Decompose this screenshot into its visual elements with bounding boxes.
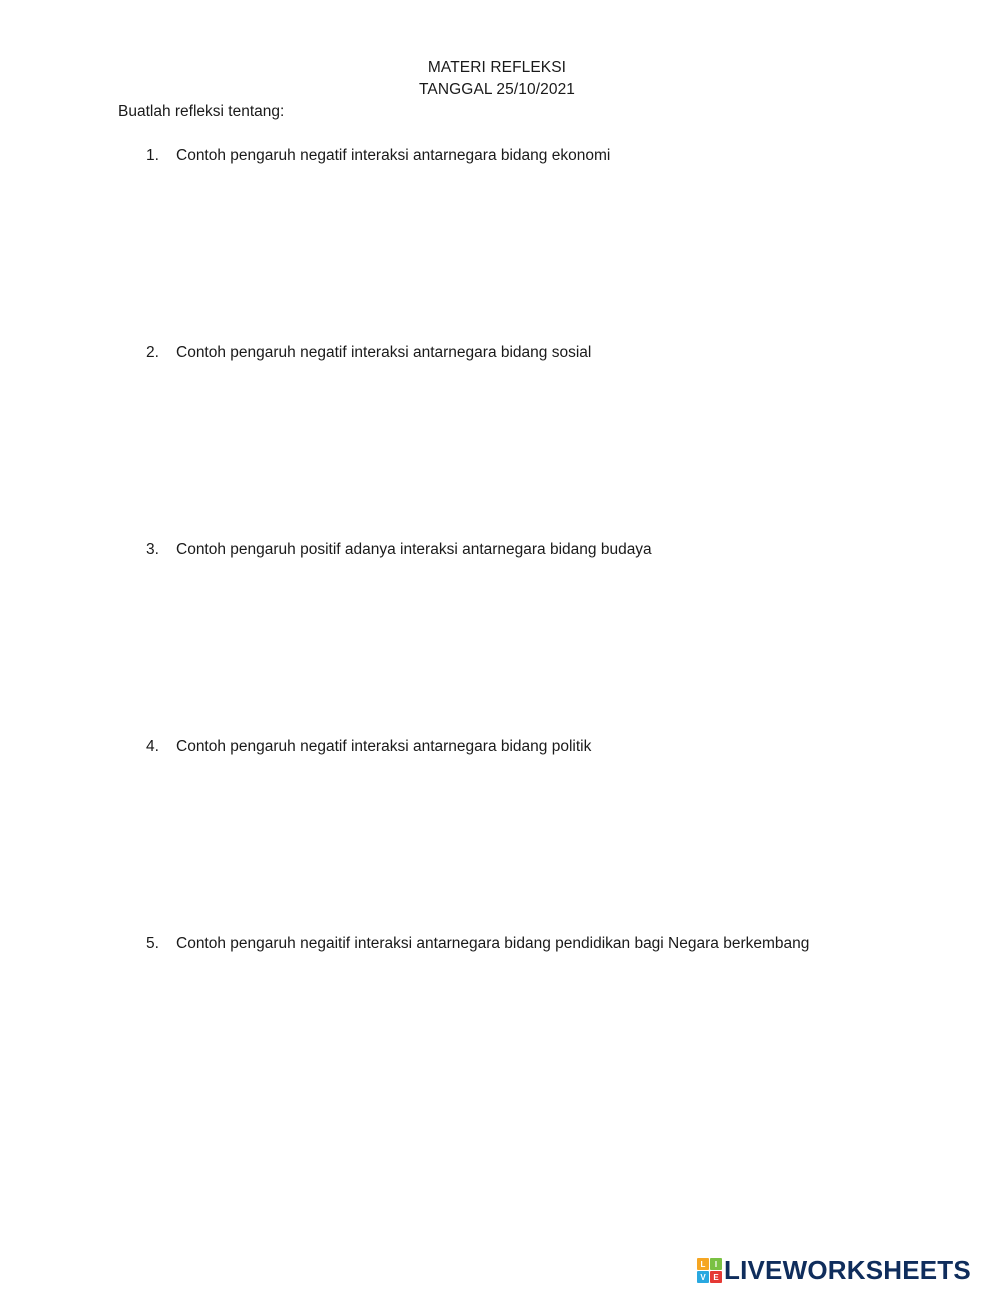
question-number: 1. xyxy=(146,147,159,164)
logo-tile-i: I xyxy=(710,1258,722,1270)
question-item-2 xyxy=(146,344,591,362)
question-number: 5. xyxy=(146,935,159,952)
liveworksheets-logo-icon xyxy=(697,1258,721,1282)
question-item-3 xyxy=(146,541,652,559)
document-date: TANGGAL 25/10/2021 xyxy=(418,81,576,98)
question-item-4 xyxy=(146,738,591,756)
question-item-1 xyxy=(146,147,610,165)
question-text: Contoh pengaruh negaitif interaksi antarnegara bidang pendidikan bagi Negara berkembang xyxy=(176,935,810,952)
logo-tile-l: L xyxy=(697,1258,709,1270)
question-number: 3. xyxy=(146,541,159,558)
intro-instruction: Buatlah refleksi tentang: xyxy=(118,103,285,120)
liveworksheets-logo xyxy=(697,1255,971,1285)
question-text: Contoh pengaruh negatif interaksi antarnegara bidang sosial xyxy=(176,344,592,361)
logo-tile-e: E xyxy=(710,1271,722,1283)
logo-wordmark: LIVEWORKSHEETS xyxy=(724,1254,971,1285)
question-text: Contoh pengaruh negatif interaksi antarnegara bidang ekonomi xyxy=(176,147,611,164)
question-item-5 xyxy=(146,935,809,953)
question-number: 2. xyxy=(146,344,159,361)
question-number: 4. xyxy=(146,738,159,755)
logo-tile-v: V xyxy=(697,1271,709,1283)
question-text: Contoh pengaruh negatif interaksi antarnegara bidang politik xyxy=(176,738,592,755)
document-title: MATERI REFLEKSI xyxy=(427,59,567,76)
question-text: Contoh pengaruh positif adanya interaksi antarnegara bidang budaya xyxy=(176,541,652,558)
